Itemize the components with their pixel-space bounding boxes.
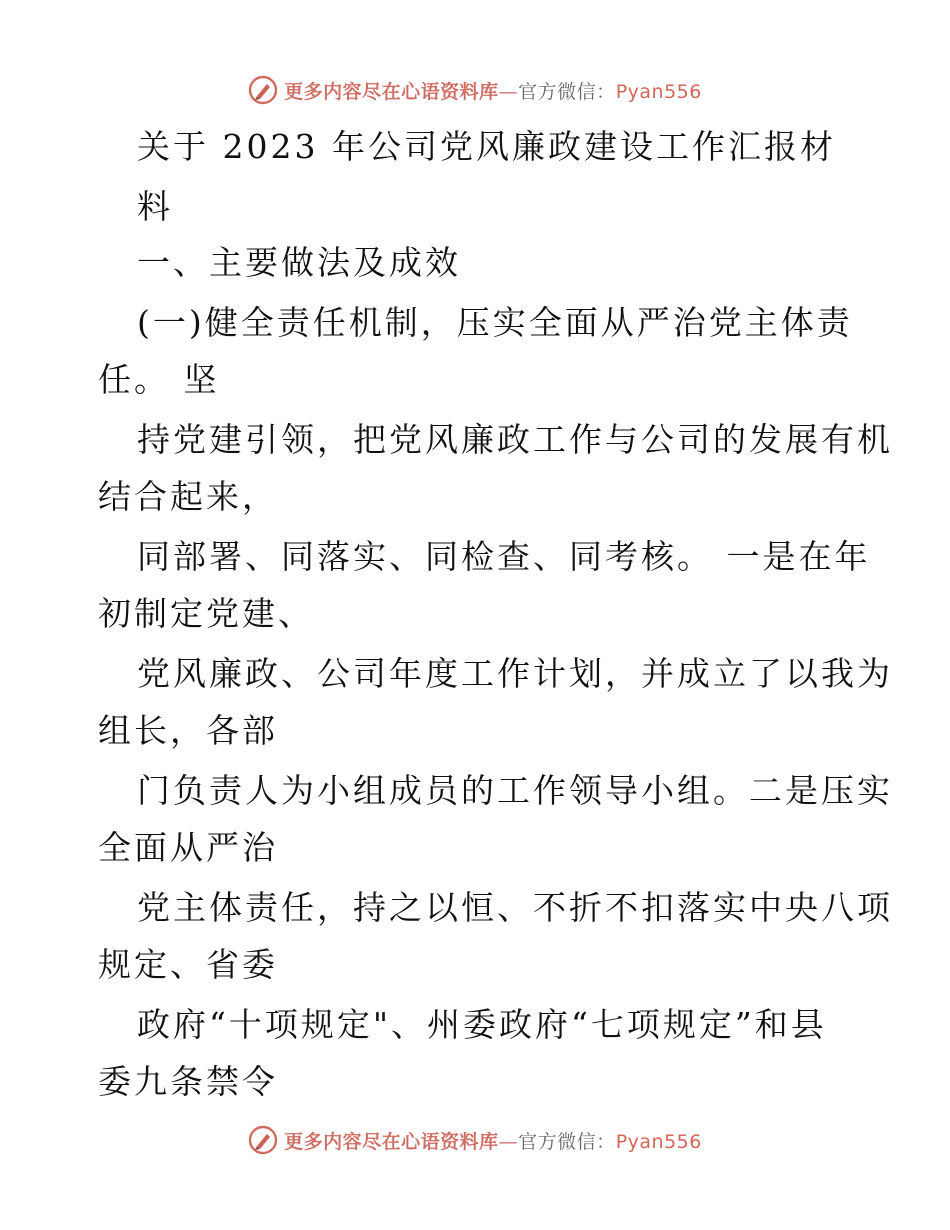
paragraph-line: 持党建引领，把党风廉政工作与公司的发展有机 — [137, 420, 893, 459]
paragraph-line: 结合起来， — [98, 477, 278, 516]
footer-banner-main: 更多内容尽在心语资料库 — [284, 1130, 499, 1153]
pen-logo-icon — [248, 1125, 278, 1155]
paragraph-line: (一)健全责任机制，压实全面从严治党主体责 — [137, 303, 853, 342]
header-banner-text — [284, 77, 702, 104]
footer-banner-dash: — — [498, 1130, 519, 1153]
footer-banner-wechat-label: 官方微信： — [518, 1130, 616, 1153]
footer-banner-text — [284, 1127, 702, 1154]
footer-watermark-banner — [0, 1120, 950, 1160]
paragraph-line: 门负责人为小组成员的工作领导小组。二是压实 — [137, 771, 893, 810]
paragraph-line: 组长，各部 — [98, 711, 278, 750]
paragraph-line: 委九条禁令 — [98, 1062, 278, 1101]
footer-banner-wechat-id: Pyan556 — [615, 1130, 702, 1153]
paragraph-line: 党主体责任，持之以恒、不折不扣落实中央八项 — [137, 888, 893, 927]
header-banner-wechat-label: 官方微信： — [518, 80, 616, 103]
paragraph-line: 同部署、同落实、同检查、同考核。 一是在年 — [137, 537, 871, 576]
header-banner-main: 更多内容尽在心语资料库 — [284, 80, 499, 103]
paragraph-line: 规定、省委 — [98, 945, 278, 984]
pen-logo-icon — [248, 75, 278, 105]
header-watermark-banner — [0, 70, 950, 110]
header-banner-dash: — — [498, 80, 519, 103]
section-heading: 一、主要做法及成效 — [137, 243, 461, 282]
document-title-line-2: 料 — [137, 187, 173, 226]
document-title-line-1: 关于 2023 年公司党风廉政建设工作汇报材 — [137, 127, 836, 166]
paragraph-line: 党风廉政、公司年度工作计划，并成立了以我为 — [137, 654, 893, 693]
paragraph-line: 全面从严治 — [98, 828, 278, 867]
header-banner-wechat-id: Pyan556 — [615, 80, 702, 103]
paragraph-line: 政府“十项规定"、州委政府“七项规定”和县 — [137, 1005, 827, 1044]
paragraph-line: 初制定党建、 — [98, 594, 314, 633]
paragraph-line: 任。 坚 — [98, 360, 220, 399]
